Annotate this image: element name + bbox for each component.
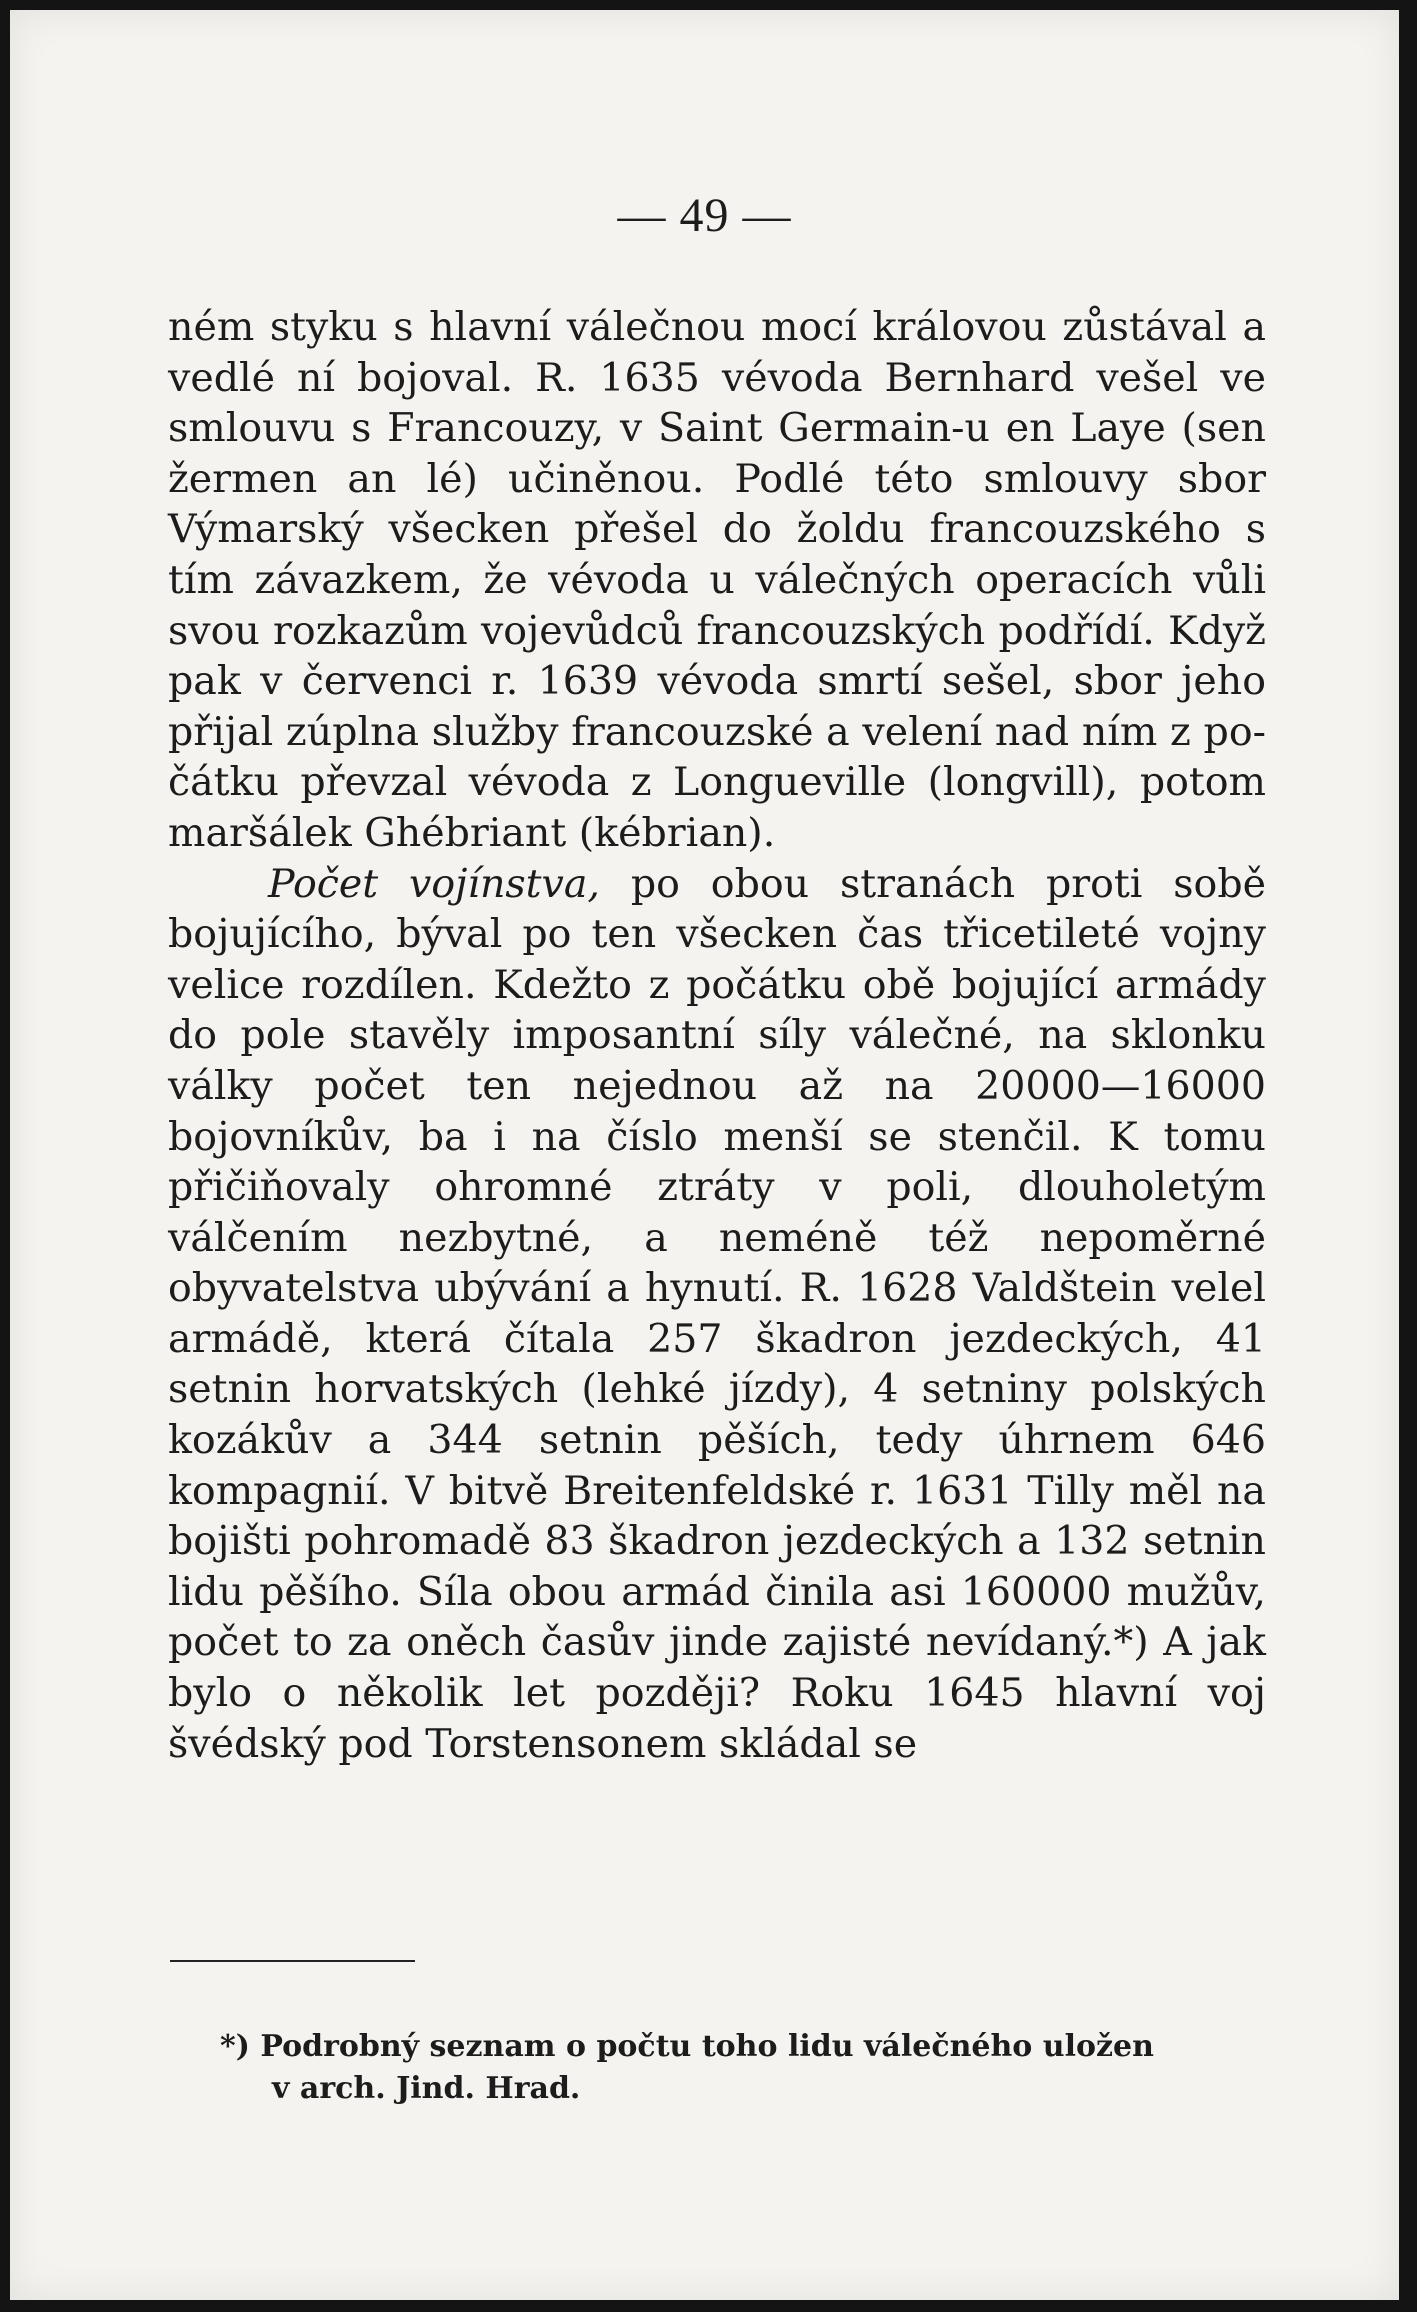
paragraph-2 bbox=[168, 859, 1266, 1770]
body-text bbox=[168, 302, 1266, 1769]
paragraph-1 bbox=[168, 302, 1266, 859]
page-number: — 49 — bbox=[617, 189, 792, 242]
footnote bbox=[220, 2026, 1280, 2110]
paragraph-2-text: po obou stranách proti sobě bojujícího, býval po ten všecken čas třicetileté vojny velice rozdílen. Kdežto z počátku obě bojující armády do pole stavěly imposantní síly válečné, na sklonku války počet ten nejednou až na 20000—16000 bojovníkův, ba i na číslo menší se stenčil. K tomu přičiňovaly ohromné ztráty v poli, dlouholetým válčením nezbytné, a neméně též nepoměrné obyvatelstva ubývání a hynutí. R. 1628 Valdštein velel armádě, která čítala 257 škadron jezdeckých, 41 setnin horvatských (lehké jízdy), 4 setniny polských kozákův a 344 setnin pěších, tedy úhrnem 646 kompagnií. V bitvě Breitenfeldské r. 1631 Tilly měl na bojišti pohromadě 83 škadron jezdeckých a 132 setnin lidu pěšího. Síla obou armád činila asi 160000 mužův, počet to za oněch časův jinde zajisté nevídaný.*) A jak bylo o několik let později? Roku 1645 hlavní voj švédský pod Torstensonem skládal se bbox=[168, 860, 1266, 1767]
paragraph-2-lead: Počet vojínstva, bbox=[268, 860, 600, 907]
paragraph-1-text: ném styku s hlavní válečnou mocí královou zůstával a vedlé ní bojoval. R. 1635 vévoda Bernhard vešel ve smlouvu s Francouzy, v Saint Germain-u en Laye (sen žermen an lé) učiněnou. Podlé této smlouvy sbor Výmarský všecken přešel do žoldu francouzského s tím závazkem, že vévoda u válečných operacích vůli svou rozkazům vojevůdců francouzských podřídí. Když pak v červenci r. 1639 vévoda smrtí sešel, sbor jeho přijal zúplna služby francouzské a velení nad ním z počátku převzal vévoda z Longueville (longvill), potom maršálek Ghébriant (kébrian). bbox=[168, 304, 1266, 856]
footnote-line-1: *) Podrobný seznam o počtu toho lidu válečného uložen bbox=[220, 2029, 1154, 2064]
footnote-divider bbox=[170, 1960, 415, 1962]
book-page bbox=[10, 10, 1399, 2300]
footnote-line-2: v arch. Jind. Hrad. bbox=[272, 2071, 581, 2106]
